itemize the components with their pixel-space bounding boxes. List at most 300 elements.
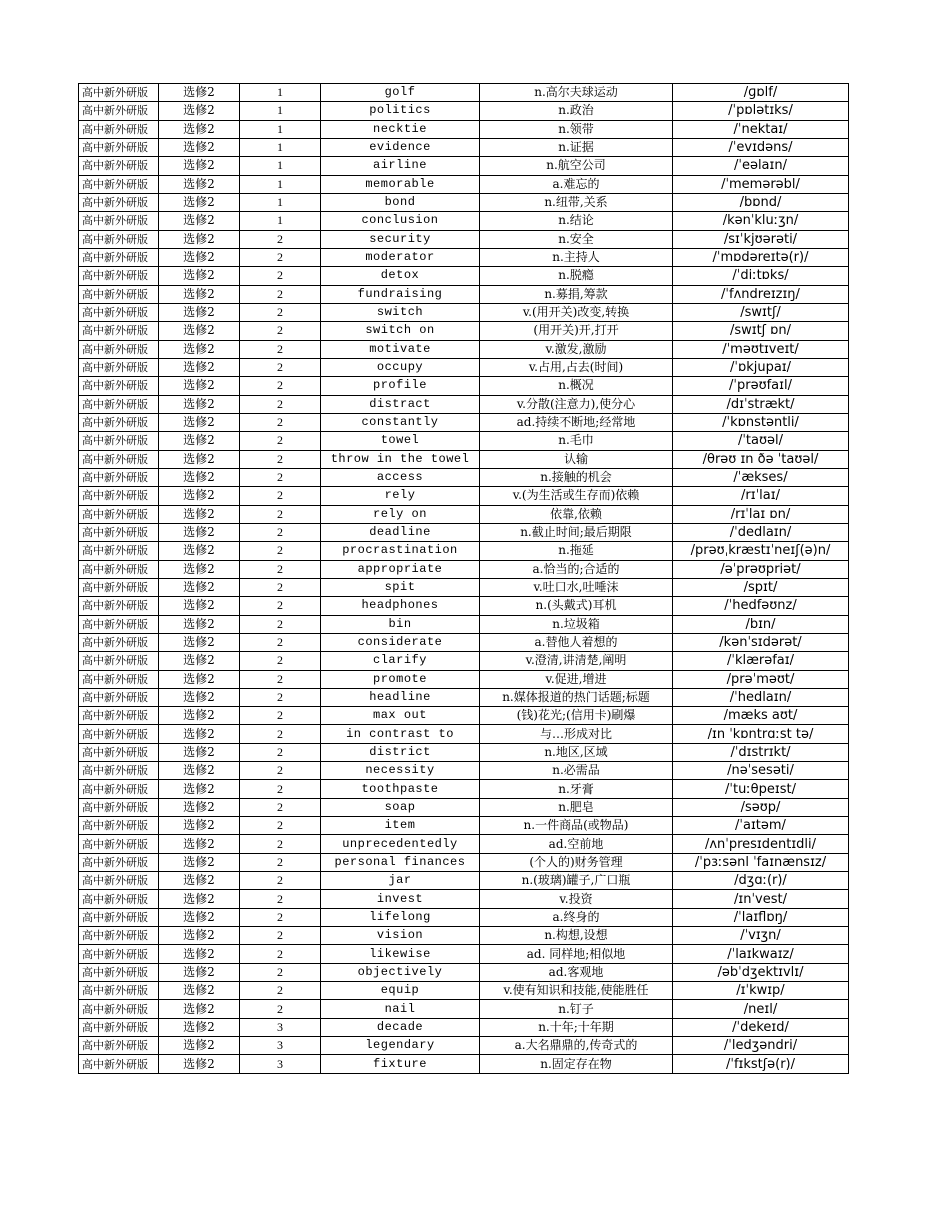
edition-cell: 高中新外研版 <box>79 377 159 395</box>
table-row <box>79 377 849 395</box>
edition-cell: 高中新外研版 <box>79 267 159 285</box>
phonetic-cell: /ˈməʊtɪveɪt/ <box>673 340 849 358</box>
phonetic-cell: /ˈnektaɪ/ <box>673 120 849 138</box>
book-cell: 选修2 <box>159 505 240 523</box>
edition-cell: 高中新外研版 <box>79 835 159 853</box>
book-cell: 选修2 <box>159 432 240 450</box>
book-cell: 选修2 <box>159 377 240 395</box>
word-cell: legendary <box>321 1037 480 1055</box>
table-row <box>79 633 849 651</box>
phonetic-cell: /ˈvɪʒn/ <box>673 927 849 945</box>
table-row <box>79 927 849 945</box>
phonetic-cell: /ˈprəʊfaɪl/ <box>673 377 849 395</box>
meaning-cell: 与…形成对比 <box>480 725 673 743</box>
meaning-cell: n.结论 <box>480 212 673 230</box>
table-row <box>79 193 849 211</box>
book-cell: 选修2 <box>159 395 240 413</box>
word-cell: clarify <box>321 652 480 670</box>
word-cell: soap <box>321 798 480 816</box>
table-row <box>79 762 849 780</box>
word-cell: politics <box>321 102 480 120</box>
unit-cell: 2 <box>240 982 321 1000</box>
word-cell: headphones <box>321 597 480 615</box>
meaning-cell: n.证据 <box>480 138 673 156</box>
book-cell: 选修2 <box>159 1037 240 1055</box>
phonetic-cell: /ˈmɒdəreɪtə(r)/ <box>673 248 849 266</box>
word-cell: moderator <box>321 248 480 266</box>
word-cell: procrastination <box>321 542 480 560</box>
table-row <box>79 853 849 871</box>
word-cell: likewise <box>321 945 480 963</box>
word-cell: max out <box>321 707 480 725</box>
phonetic-cell: /ˈhedlaɪn/ <box>673 688 849 706</box>
unit-cell: 2 <box>240 743 321 761</box>
meaning-cell: n.拖延 <box>480 542 673 560</box>
unit-cell: 3 <box>240 1037 321 1055</box>
edition-cell: 高中新外研版 <box>79 670 159 688</box>
phonetic-cell: /spɪt/ <box>673 578 849 596</box>
edition-cell: 高中新外研版 <box>79 1000 159 1018</box>
edition-cell: 高中新外研版 <box>79 1018 159 1036</box>
table-row <box>79 175 849 193</box>
unit-cell: 2 <box>240 432 321 450</box>
meaning-cell: n.主持人 <box>480 248 673 266</box>
word-cell: throw in the towel <box>321 450 480 468</box>
unit-cell: 2 <box>240 1000 321 1018</box>
unit-cell: 3 <box>240 1055 321 1073</box>
word-cell: deadline <box>321 523 480 541</box>
phonetic-cell: /swɪtʃ ɒn/ <box>673 322 849 340</box>
word-cell: necktie <box>321 120 480 138</box>
table-row <box>79 340 849 358</box>
edition-cell: 高中新外研版 <box>79 945 159 963</box>
phonetic-cell: /dʒɑː(r)/ <box>673 872 849 890</box>
unit-cell: 2 <box>240 688 321 706</box>
word-cell: jar <box>321 872 480 890</box>
table-row <box>79 523 849 541</box>
unit-cell: 2 <box>240 633 321 651</box>
unit-cell: 2 <box>240 560 321 578</box>
table-row <box>79 688 849 706</box>
edition-cell: 高中新外研版 <box>79 853 159 871</box>
edition-cell: 高中新外研版 <box>79 872 159 890</box>
phonetic-cell: /ˈeəlaɪn/ <box>673 157 849 175</box>
table-row <box>79 560 849 578</box>
word-cell: rely on <box>321 505 480 523</box>
book-cell: 选修2 <box>159 413 240 431</box>
phonetic-cell: /ɪn ˈkɒntrɑːst tə/ <box>673 725 849 743</box>
word-cell: unprecedentedly <box>321 835 480 853</box>
meaning-cell: v.投资 <box>480 890 673 908</box>
phonetic-cell: /ɡɒlf/ <box>673 84 849 102</box>
table-row <box>79 982 849 1000</box>
phonetic-cell: /rɪˈlaɪ ɒn/ <box>673 505 849 523</box>
word-cell: equip <box>321 982 480 1000</box>
phonetic-cell: /kənˈkluːʒn/ <box>673 212 849 230</box>
word-cell: necessity <box>321 762 480 780</box>
edition-cell: 高中新外研版 <box>79 615 159 633</box>
table-row <box>79 505 849 523</box>
phonetic-cell: /ˈfʌndreɪzɪŋ/ <box>673 285 849 303</box>
table-row <box>79 432 849 450</box>
table-row <box>79 285 849 303</box>
meaning-cell: v.占用,占去(时间) <box>480 358 673 376</box>
phonetic-cell: /prəˈməʊt/ <box>673 670 849 688</box>
unit-cell: 2 <box>240 248 321 266</box>
unit-cell: 2 <box>240 505 321 523</box>
meaning-cell: ad. 同样地;相似地 <box>480 945 673 963</box>
meaning-cell: n.截止时间;最后期限 <box>480 523 673 541</box>
book-cell: 选修2 <box>159 743 240 761</box>
meaning-cell: n.钉子 <box>480 1000 673 1018</box>
table-row <box>79 615 849 633</box>
unit-cell: 2 <box>240 780 321 798</box>
edition-cell: 高中新外研版 <box>79 890 159 908</box>
word-cell: access <box>321 468 480 486</box>
book-cell: 选修2 <box>159 193 240 211</box>
phonetic-cell: /θrəʊ ɪn ðə ˈtaʊəl/ <box>673 450 849 468</box>
unit-cell: 2 <box>240 322 321 340</box>
book-cell: 选修2 <box>159 340 240 358</box>
table-row <box>79 120 849 138</box>
book-cell: 选修2 <box>159 652 240 670</box>
book-cell: 选修2 <box>159 560 240 578</box>
edition-cell: 高中新外研版 <box>79 523 159 541</box>
phonetic-cell: /əbˈdʒektɪvlɪ/ <box>673 963 849 981</box>
phonetic-cell: /ˈlaɪflɒŋ/ <box>673 908 849 926</box>
edition-cell: 高中新外研版 <box>79 798 159 816</box>
meaning-cell: n.地区,区域 <box>480 743 673 761</box>
unit-cell: 2 <box>240 853 321 871</box>
word-cell: rely <box>321 487 480 505</box>
word-cell: fundraising <box>321 285 480 303</box>
edition-cell: 高中新外研版 <box>79 193 159 211</box>
unit-cell: 2 <box>240 597 321 615</box>
unit-cell: 2 <box>240 817 321 835</box>
table-row <box>79 212 849 230</box>
phonetic-cell: /ˈdiːtɒks/ <box>673 267 849 285</box>
book-cell: 选修2 <box>159 982 240 1000</box>
word-cell: appropriate <box>321 560 480 578</box>
meaning-cell: n.必需品 <box>480 762 673 780</box>
table-row <box>79 780 849 798</box>
phonetic-cell: /ˈdɪstrɪkt/ <box>673 743 849 761</box>
unit-cell: 2 <box>240 303 321 321</box>
meaning-cell: n.肥皂 <box>480 798 673 816</box>
word-cell: in contrast to <box>321 725 480 743</box>
meaning-cell: 认输 <box>480 450 673 468</box>
book-cell: 选修2 <box>159 84 240 102</box>
book-cell: 选修2 <box>159 707 240 725</box>
edition-cell: 高中新外研版 <box>79 743 159 761</box>
word-cell: lifelong <box>321 908 480 926</box>
unit-cell: 2 <box>240 358 321 376</box>
book-cell: 选修2 <box>159 817 240 835</box>
unit-cell: 2 <box>240 927 321 945</box>
unit-cell: 1 <box>240 138 321 156</box>
edition-cell: 高中新外研版 <box>79 633 159 651</box>
table-row <box>79 450 849 468</box>
unit-cell: 1 <box>240 120 321 138</box>
word-cell: constantly <box>321 413 480 431</box>
table-row <box>79 597 849 615</box>
edition-cell: 高中新外研版 <box>79 450 159 468</box>
word-cell: evidence <box>321 138 480 156</box>
meaning-cell: a.大名鼎鼎的,传奇式的 <box>480 1037 673 1055</box>
word-cell: towel <box>321 432 480 450</box>
phonetic-cell: /ˈpɜːsənl ˈfaɪnænsɪz/ <box>673 853 849 871</box>
book-cell: 选修2 <box>159 578 240 596</box>
edition-cell: 高中新外研版 <box>79 560 159 578</box>
phonetic-cell: /ˈledʒəndri/ <box>673 1037 849 1055</box>
book-cell: 选修2 <box>159 945 240 963</box>
phonetic-cell: /ˈdekeɪd/ <box>673 1018 849 1036</box>
unit-cell: 2 <box>240 890 321 908</box>
table-row <box>79 413 849 431</box>
phonetic-cell: /ˈtaʊəl/ <box>673 432 849 450</box>
table-row <box>79 963 849 981</box>
unit-cell: 2 <box>240 762 321 780</box>
unit-cell: 2 <box>240 542 321 560</box>
unit-cell: 2 <box>240 652 321 670</box>
unit-cell: 3 <box>240 1018 321 1036</box>
phonetic-cell: /swɪtʃ/ <box>673 303 849 321</box>
meaning-cell: n.垃圾箱 <box>480 615 673 633</box>
table-row <box>79 1055 849 1073</box>
word-cell: personal finances <box>321 853 480 871</box>
meaning-cell: (个人的)财务管理 <box>480 853 673 871</box>
book-cell: 选修2 <box>159 157 240 175</box>
meaning-cell: n.政治 <box>480 102 673 120</box>
edition-cell: 高中新外研版 <box>79 505 159 523</box>
table-row <box>79 835 849 853</box>
edition-cell: 高中新外研版 <box>79 927 159 945</box>
phonetic-cell: /ˈmemərəbl/ <box>673 175 849 193</box>
table-row <box>79 872 849 890</box>
phonetic-cell: /ˈdedlaɪn/ <box>673 523 849 541</box>
book-cell: 选修2 <box>159 230 240 248</box>
meaning-cell: n.概况 <box>480 377 673 395</box>
book-cell: 选修2 <box>159 615 240 633</box>
table-row <box>79 670 849 688</box>
phonetic-cell: /ˈhedfəʊnz/ <box>673 597 849 615</box>
meaning-cell: n.领带 <box>480 120 673 138</box>
unit-cell: 1 <box>240 193 321 211</box>
book-cell: 选修2 <box>159 120 240 138</box>
edition-cell: 高中新外研版 <box>79 248 159 266</box>
word-cell: security <box>321 230 480 248</box>
word-cell: distract <box>321 395 480 413</box>
word-cell: switch <box>321 303 480 321</box>
book-cell: 选修2 <box>159 358 240 376</box>
word-cell: memorable <box>321 175 480 193</box>
phonetic-cell: /kənˈsɪdərət/ <box>673 633 849 651</box>
table-row <box>79 578 849 596</box>
meaning-cell: v.(为生活或生存而)依赖 <box>480 487 673 505</box>
table-row <box>79 358 849 376</box>
meaning-cell: ad.空前地 <box>480 835 673 853</box>
meaning-cell: v.使有知识和技能,使能胜任 <box>480 982 673 1000</box>
meaning-cell: a.难忘的 <box>480 175 673 193</box>
book-cell: 选修2 <box>159 798 240 816</box>
meaning-cell: n.脱瘾 <box>480 267 673 285</box>
unit-cell: 2 <box>240 707 321 725</box>
table-row <box>79 1037 849 1055</box>
edition-cell: 高中新外研版 <box>79 817 159 835</box>
word-cell: objectively <box>321 963 480 981</box>
edition-cell: 高中新外研版 <box>79 542 159 560</box>
phonetic-cell: /dɪˈstrækt/ <box>673 395 849 413</box>
phonetic-cell: /ˈpɒlətɪks/ <box>673 102 849 120</box>
word-cell: airline <box>321 157 480 175</box>
edition-cell: 高中新外研版 <box>79 102 159 120</box>
phonetic-cell: /ˈkɒnstəntli/ <box>673 413 849 431</box>
unit-cell: 1 <box>240 157 321 175</box>
table-row <box>79 652 849 670</box>
meaning-cell: n.纽带,关系 <box>480 193 673 211</box>
edition-cell: 高中新外研版 <box>79 597 159 615</box>
edition-cell: 高中新外研版 <box>79 285 159 303</box>
unit-cell: 2 <box>240 615 321 633</box>
book-cell: 选修2 <box>159 1018 240 1036</box>
book-cell: 选修2 <box>159 303 240 321</box>
word-cell: bin <box>321 615 480 633</box>
book-cell: 选修2 <box>159 890 240 908</box>
phonetic-cell: /sɪˈkjʊərəti/ <box>673 230 849 248</box>
book-cell: 选修2 <box>159 175 240 193</box>
book-cell: 选修2 <box>159 138 240 156</box>
edition-cell: 高中新外研版 <box>79 725 159 743</box>
word-cell: considerate <box>321 633 480 651</box>
edition-cell: 高中新外研版 <box>79 157 159 175</box>
meaning-cell: a.终身的 <box>480 908 673 926</box>
meaning-cell: n.十年;十年期 <box>480 1018 673 1036</box>
meaning-cell: v.吐口水,吐唾沫 <box>480 578 673 596</box>
unit-cell: 2 <box>240 945 321 963</box>
meaning-cell: n.构想,设想 <box>480 927 673 945</box>
table-row <box>79 817 849 835</box>
unit-cell: 2 <box>240 285 321 303</box>
book-cell: 选修2 <box>159 248 240 266</box>
unit-cell: 2 <box>240 963 321 981</box>
unit-cell: 2 <box>240 487 321 505</box>
edition-cell: 高中新外研版 <box>79 432 159 450</box>
book-cell: 选修2 <box>159 670 240 688</box>
table-row <box>79 707 849 725</box>
phonetic-cell: /neɪl/ <box>673 1000 849 1018</box>
table-row <box>79 248 849 266</box>
word-cell: toothpaste <box>321 780 480 798</box>
edition-cell: 高中新外研版 <box>79 303 159 321</box>
table-row <box>79 798 849 816</box>
meaning-cell: (用开关)开,打开 <box>480 322 673 340</box>
word-cell: profile <box>321 377 480 395</box>
word-cell: spit <box>321 578 480 596</box>
phonetic-cell: /ʌnˈpresɪdentɪdli/ <box>673 835 849 853</box>
word-cell: bond <box>321 193 480 211</box>
edition-cell: 高中新外研版 <box>79 358 159 376</box>
edition-cell: 高中新外研版 <box>79 487 159 505</box>
book-cell: 选修2 <box>159 872 240 890</box>
meaning-cell: n.航空公司 <box>480 157 673 175</box>
edition-cell: 高中新外研版 <box>79 175 159 193</box>
phonetic-cell: /ˈfɪkstʃə(r)/ <box>673 1055 849 1073</box>
table-row <box>79 1000 849 1018</box>
book-cell: 选修2 <box>159 762 240 780</box>
edition-cell: 高中新外研版 <box>79 84 159 102</box>
meaning-cell: n.牙膏 <box>480 780 673 798</box>
phonetic-cell: /ˈlaɪkwaɪz/ <box>673 945 849 963</box>
meaning-cell: n.媒体报道的热门话题;标题 <box>480 688 673 706</box>
unit-cell: 2 <box>240 835 321 853</box>
edition-cell: 高中新外研版 <box>79 578 159 596</box>
word-cell: fixture <box>321 1055 480 1073</box>
phonetic-cell: /əˈprəʊpriət/ <box>673 560 849 578</box>
meaning-cell: v.澄清,讲清楚,阐明 <box>480 652 673 670</box>
book-cell: 选修2 <box>159 835 240 853</box>
unit-cell: 2 <box>240 798 321 816</box>
table-row <box>79 395 849 413</box>
table-row <box>79 908 849 926</box>
word-cell: golf <box>321 84 480 102</box>
book-cell: 选修2 <box>159 285 240 303</box>
meaning-cell: ad.客观地 <box>480 963 673 981</box>
phonetic-cell: /ˈtuːθpeɪst/ <box>673 780 849 798</box>
word-cell: item <box>321 817 480 835</box>
phonetic-cell: /ˈevɪdəns/ <box>673 138 849 156</box>
book-cell: 选修2 <box>159 853 240 871</box>
book-cell: 选修2 <box>159 688 240 706</box>
unit-cell: 2 <box>240 377 321 395</box>
book-cell: 选修2 <box>159 597 240 615</box>
word-cell: occupy <box>321 358 480 376</box>
meaning-cell: n.(头戴式)耳机 <box>480 597 673 615</box>
table-row <box>79 1018 849 1036</box>
book-cell: 选修2 <box>159 542 240 560</box>
unit-cell: 2 <box>240 725 321 743</box>
table-row <box>79 230 849 248</box>
vocabulary-table <box>78 83 849 1074</box>
meaning-cell: v.(用开关)改变,转换 <box>480 303 673 321</box>
table-row <box>79 725 849 743</box>
word-cell: vision <box>321 927 480 945</box>
book-cell: 选修2 <box>159 322 240 340</box>
phonetic-cell: /prəʊˌkræstɪˈneɪʃ(ə)n/ <box>673 542 849 560</box>
edition-cell: 高中新外研版 <box>79 322 159 340</box>
phonetic-cell: /bɪn/ <box>673 615 849 633</box>
book-cell: 选修2 <box>159 633 240 651</box>
edition-cell: 高中新外研版 <box>79 395 159 413</box>
book-cell: 选修2 <box>159 927 240 945</box>
edition-cell: 高中新外研版 <box>79 340 159 358</box>
table-row <box>79 542 849 560</box>
unit-cell: 1 <box>240 212 321 230</box>
unit-cell: 1 <box>240 175 321 193</box>
phonetic-cell: /ˈklærəfaɪ/ <box>673 652 849 670</box>
unit-cell: 2 <box>240 450 321 468</box>
unit-cell: 2 <box>240 340 321 358</box>
edition-cell: 高中新外研版 <box>79 413 159 431</box>
meaning-cell: v.激发,激励 <box>480 340 673 358</box>
vocabulary-table-body <box>79 84 849 1074</box>
edition-cell: 高中新外研版 <box>79 780 159 798</box>
meaning-cell: n.高尔夫球运动 <box>480 84 673 102</box>
meaning-cell: ad.持续不断地;经常地 <box>480 413 673 431</box>
meaning-cell: n.一件商品(或物品) <box>480 817 673 835</box>
unit-cell: 2 <box>240 413 321 431</box>
unit-cell: 2 <box>240 578 321 596</box>
book-cell: 选修2 <box>159 725 240 743</box>
